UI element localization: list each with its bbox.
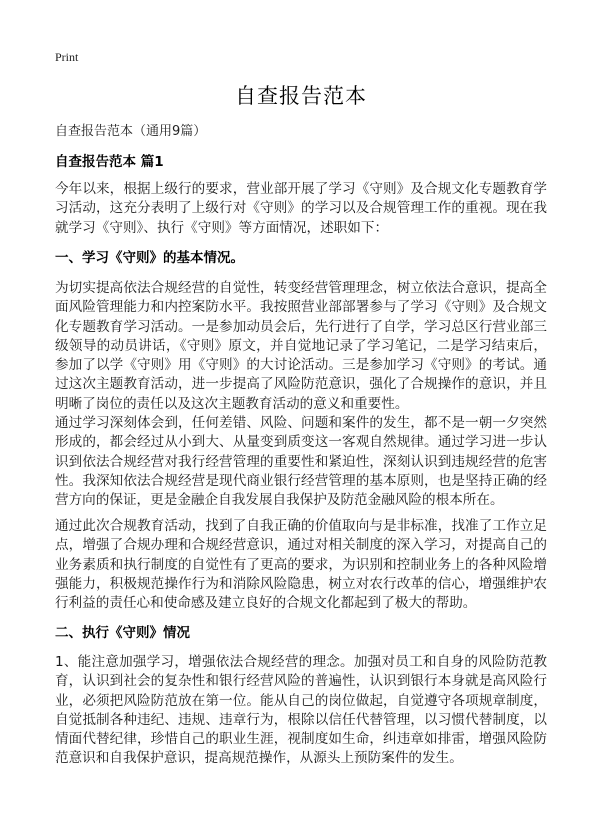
- print-label: Print: [55, 50, 79, 64]
- section-heading-study: 一、学习《守则》的基本情况。: [55, 250, 244, 266]
- section-heading-execution: 二、执行《守则》情况: [55, 625, 190, 641]
- part-heading: 自查报告范本 篇1: [55, 154, 164, 170]
- section-paragraph: 为切实提高依法合规经营的自觉性，转变经营管理理念，树立依法合意识，提高全面风险管理能力和内控案防水平。我按照营业部部署参与了学习《守则》及合规文化专题教育学习活动。一是参加动员会后，先行进行了自学，学习总区行营业部三级领导的动员讲话，《守则》原文，并自觉地记录了学习笔记，二是学习结束后，参加了以学《守则》用《守则》的大讨论活动。三是参加学习《守则》的考试。通过这次主题教育活动，进一步提高了风险防范意识，强化了合规操作的意识，并且明晰了岗位的责任以及这次主题教育活动的意义和重要性。: [55, 280, 547, 412]
- document-subtitle: 自查报告范本（通用9篇）: [55, 124, 207, 139]
- page-title: 自查报告范本: [235, 84, 367, 108]
- section-paragraph: 1、能注意加强学习，增强依法合规经营的理念。加强对员工和自身的风险防范教育，认识到社会的复杂性和银行经营风险的普遍性，认识到银行本身就是高风险行业，必须把风险防范放在第一位。能从自己的岗位做起，自觉遵守各项规章制度，自觉抵制各种违纪、违规、违章行为，根除以信任代替管理，以习惯代替制度，以情面代替纪律，珍惜自己的职业生涯，视制度如生命，纠违章如排雷，增强风险防范意识和自我保护意识，提高规范操作，从源头上预防案件的发生。: [55, 654, 547, 767]
- section-paragraph: 通过学习深刻体会到，任何差错、风险、问题和案件的发生，都不是一朝一夕突然形成的，都会经过从小到大、从量变到质变这一客观自然规律。通过学习进一步认识到依法合规经营对我行经营管理的重要性和紧迫性，深刻认识到违规经营的危害性。我深知依法合规经营是现代商业银行经营管理的基本原则，也是坚持正确的经营方向的保证，更是金融企自我发展自我保护及防范金融风险的根本所在。: [55, 415, 547, 509]
- intro-paragraph: 今年以来，根据上级行的要求，营业部开展了学习《守则》及合规文化专题教育学习活动，这充分表明了上级行对《守则》的学习以及合规管理工作的重视。现在我就学习《守则》、执行《守则》等方面情况，述职如下：: [55, 181, 547, 236]
- section-paragraph: 通过此次合规教育活动，找到了自我正确的价值取向与是非标准，找准了工作立足点，增强了合规办理和合规经营意识，通过对相关制度的深入学习，对提高自己的业务素质和执行制度的自觉性有了更高的要求，为识别和控制业务上的各种风险增强能力，积极规范操作行为和消除风险隐患，树立对农行改革的信心，增强维护农行利益的责任心和使命感及建立良好的合规文化都起到了极大的帮助。: [55, 518, 547, 612]
